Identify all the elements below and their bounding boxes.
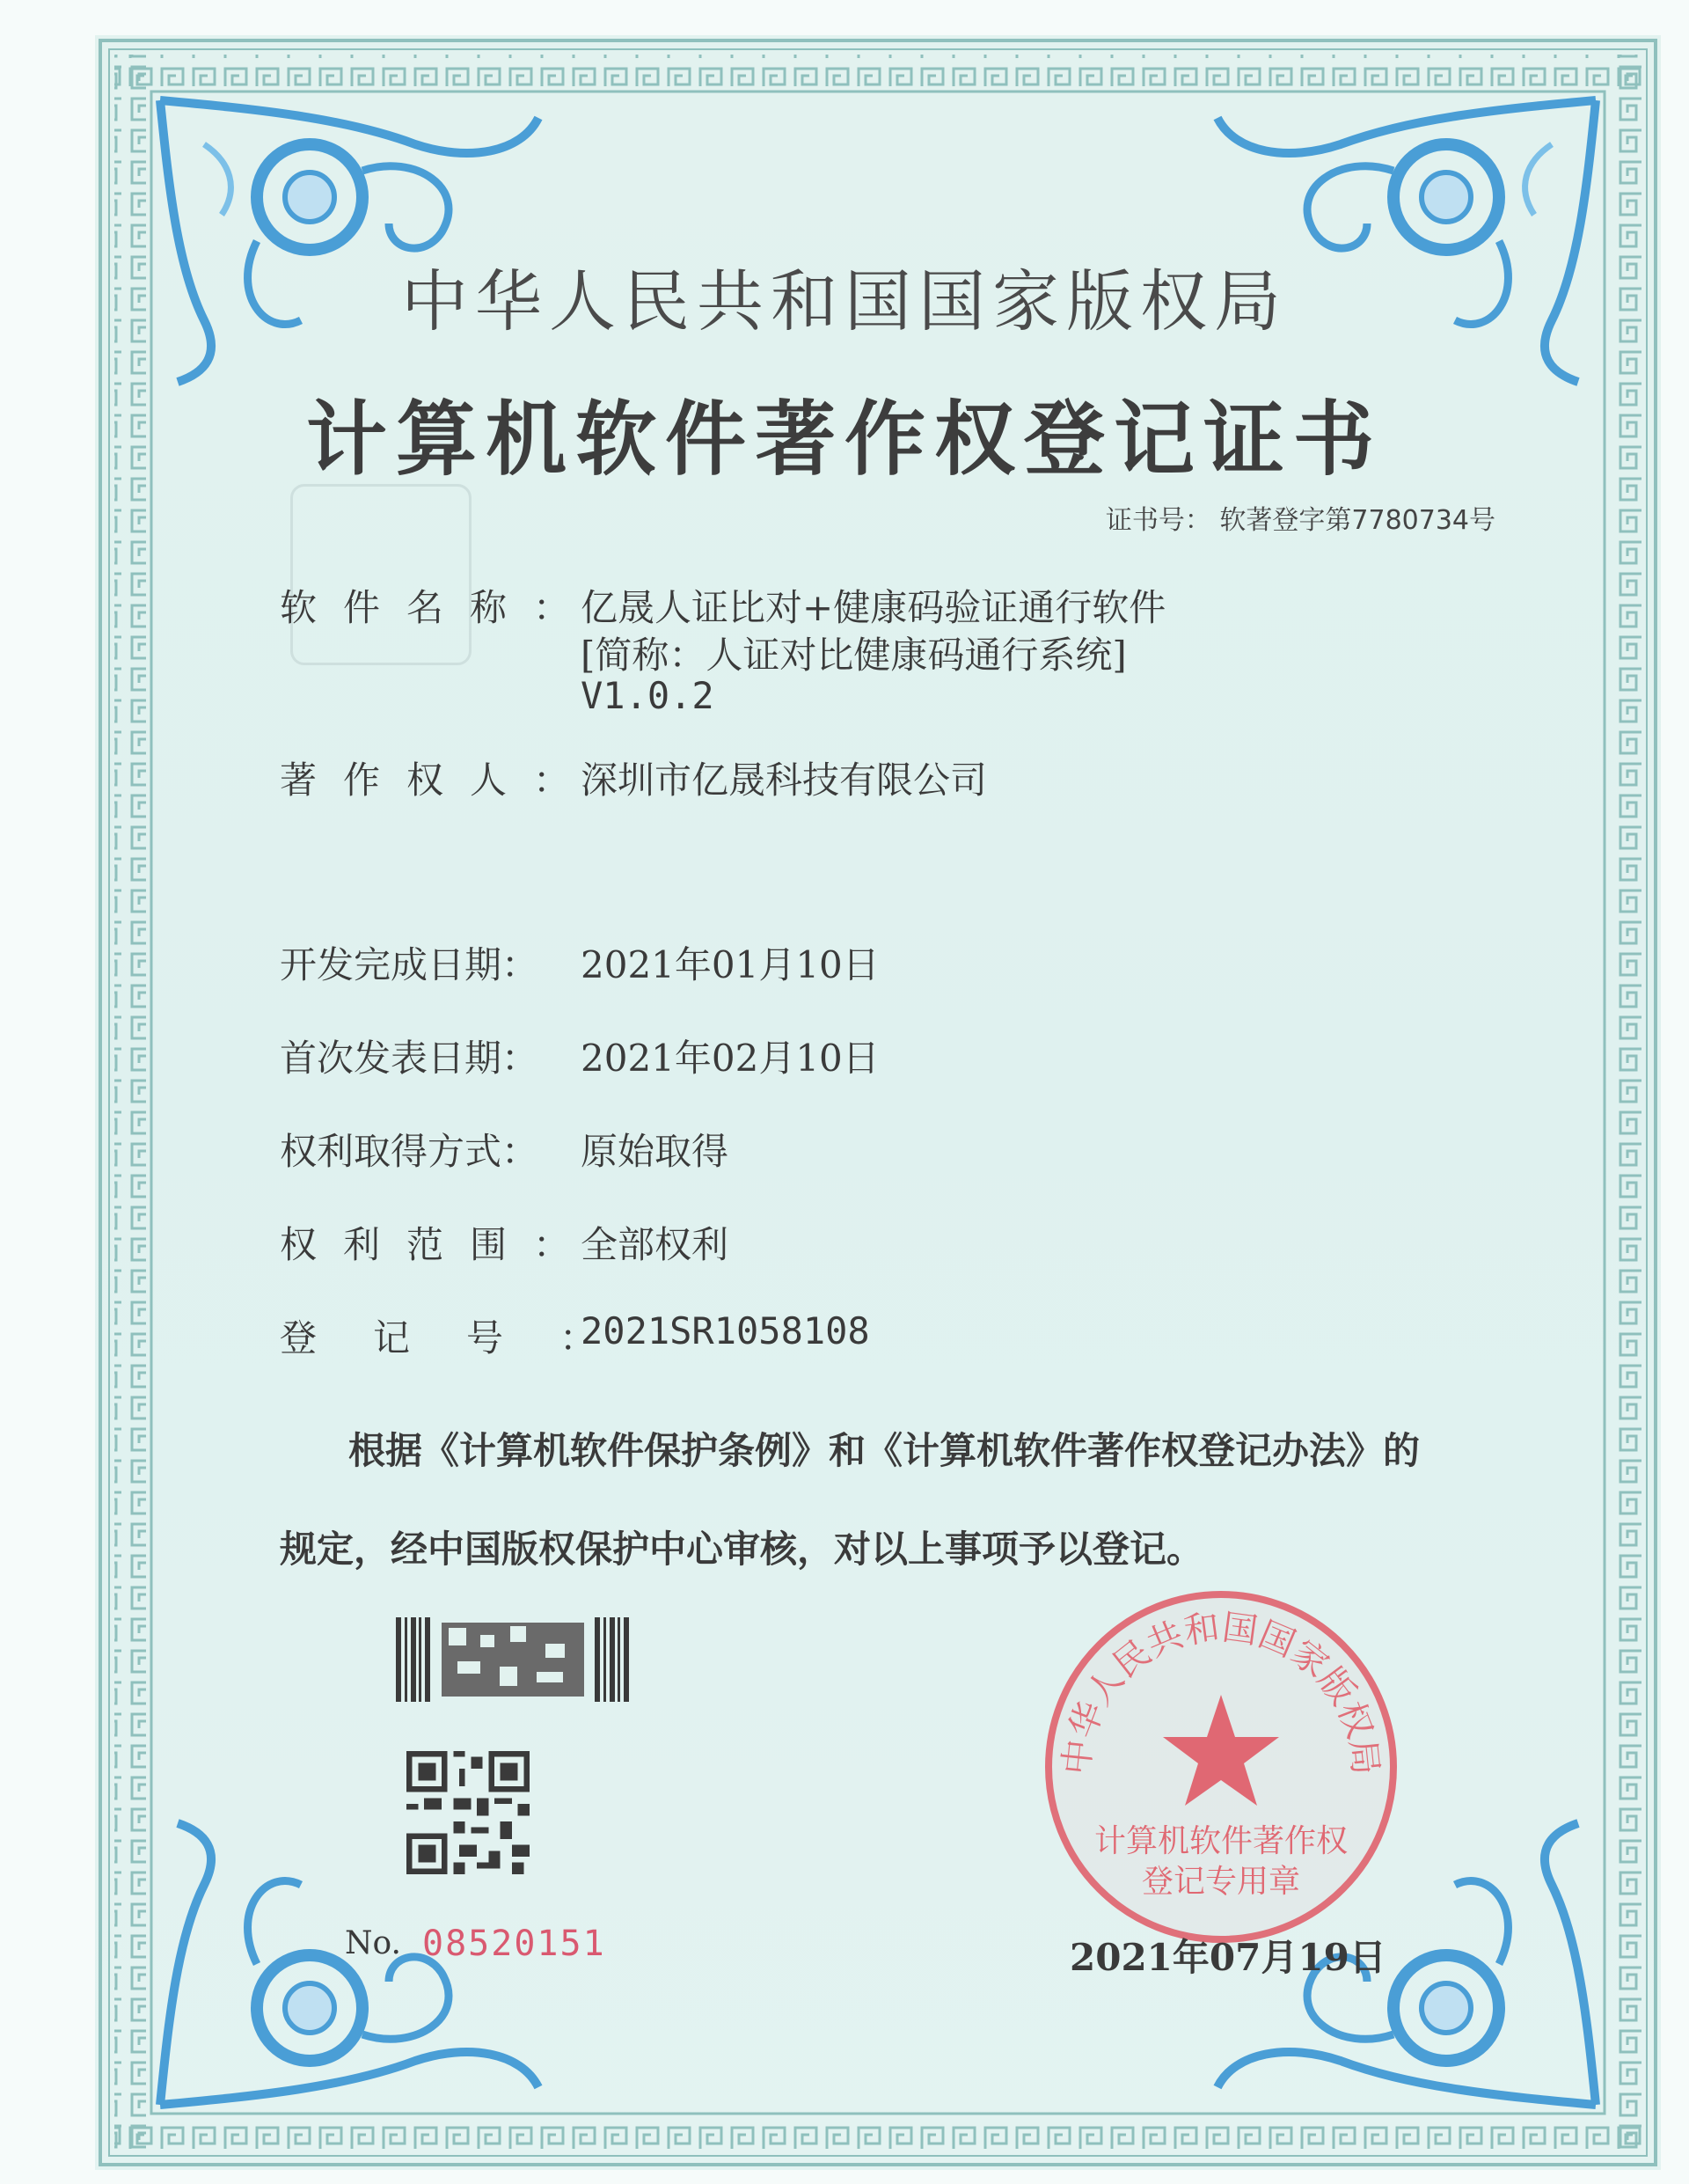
barcode	[396, 1617, 632, 1702]
official-seal	[1036, 1582, 1406, 1952]
certificate-title: 计算机软件著作权登记证书	[305, 392, 1383, 487]
seal-outer-text: 中华人民共和国国家版权局	[1056, 1607, 1386, 1777]
seal-inner-line2: 登记专用章	[1141, 1864, 1301, 1900]
seal-inner-line1: 计算机软件著作权	[1093, 1823, 1349, 1859]
watermark-emblem	[290, 484, 472, 665]
software-name-line1: 亿晟人证比对+健康码验证通行软件	[581, 586, 1166, 629]
registration-number-value: 2021SR1058108	[581, 1309, 870, 1352]
completion-date-value: 2021年01月10日	[581, 943, 880, 986]
completion-date-label: 开发完成日期：	[280, 943, 539, 986]
ornament-top-left	[151, 92, 556, 391]
publication-date-value: 2021年02月10日	[581, 1037, 880, 1080]
software-name-label: 软件名称：	[280, 586, 597, 629]
copyright-owner-value: 深圳市亿晟科技有限公司	[581, 759, 988, 802]
certificate-number-value: 软著登字第7780734号	[1219, 505, 1495, 536]
software-version: V1.0.2	[581, 674, 714, 717]
serial-number: 08520151	[422, 1924, 606, 1964]
publication-date-label: 首次发表日期：	[280, 1037, 539, 1080]
qr-code	[406, 1751, 530, 1874]
certificate-number-label: 证书号：	[1105, 505, 1211, 536]
scope-label: 权利范围：	[280, 1223, 597, 1266]
software-name-line2: [简称：人证对比健康码通行系统]	[581, 634, 1127, 677]
statement-line2: 规定，经中国版权保护中心审核，对以上事项予以登记。	[280, 1528, 1204, 1571]
issuer-title: 中华人民共和国国家版权局	[401, 262, 1288, 341]
statement-line1: 根据《计算机软件保护条例》和《计算机软件著作权登记办法》的	[348, 1429, 1421, 1472]
scope-value: 全部权利	[581, 1223, 729, 1266]
acquisition-label: 权利取得方式：	[280, 1130, 539, 1173]
acquisition-value: 原始取得	[581, 1130, 729, 1173]
ornament-top-right	[1200, 92, 1605, 391]
certificate-number	[1106, 498, 1495, 537]
registration-number-label: 登记号：	[280, 1316, 654, 1360]
serial-label: No.	[345, 1925, 401, 1961]
copyright-owner-label: 著作权人：	[280, 759, 597, 802]
issue-date: 2021年07月19日	[1070, 1936, 1386, 1979]
